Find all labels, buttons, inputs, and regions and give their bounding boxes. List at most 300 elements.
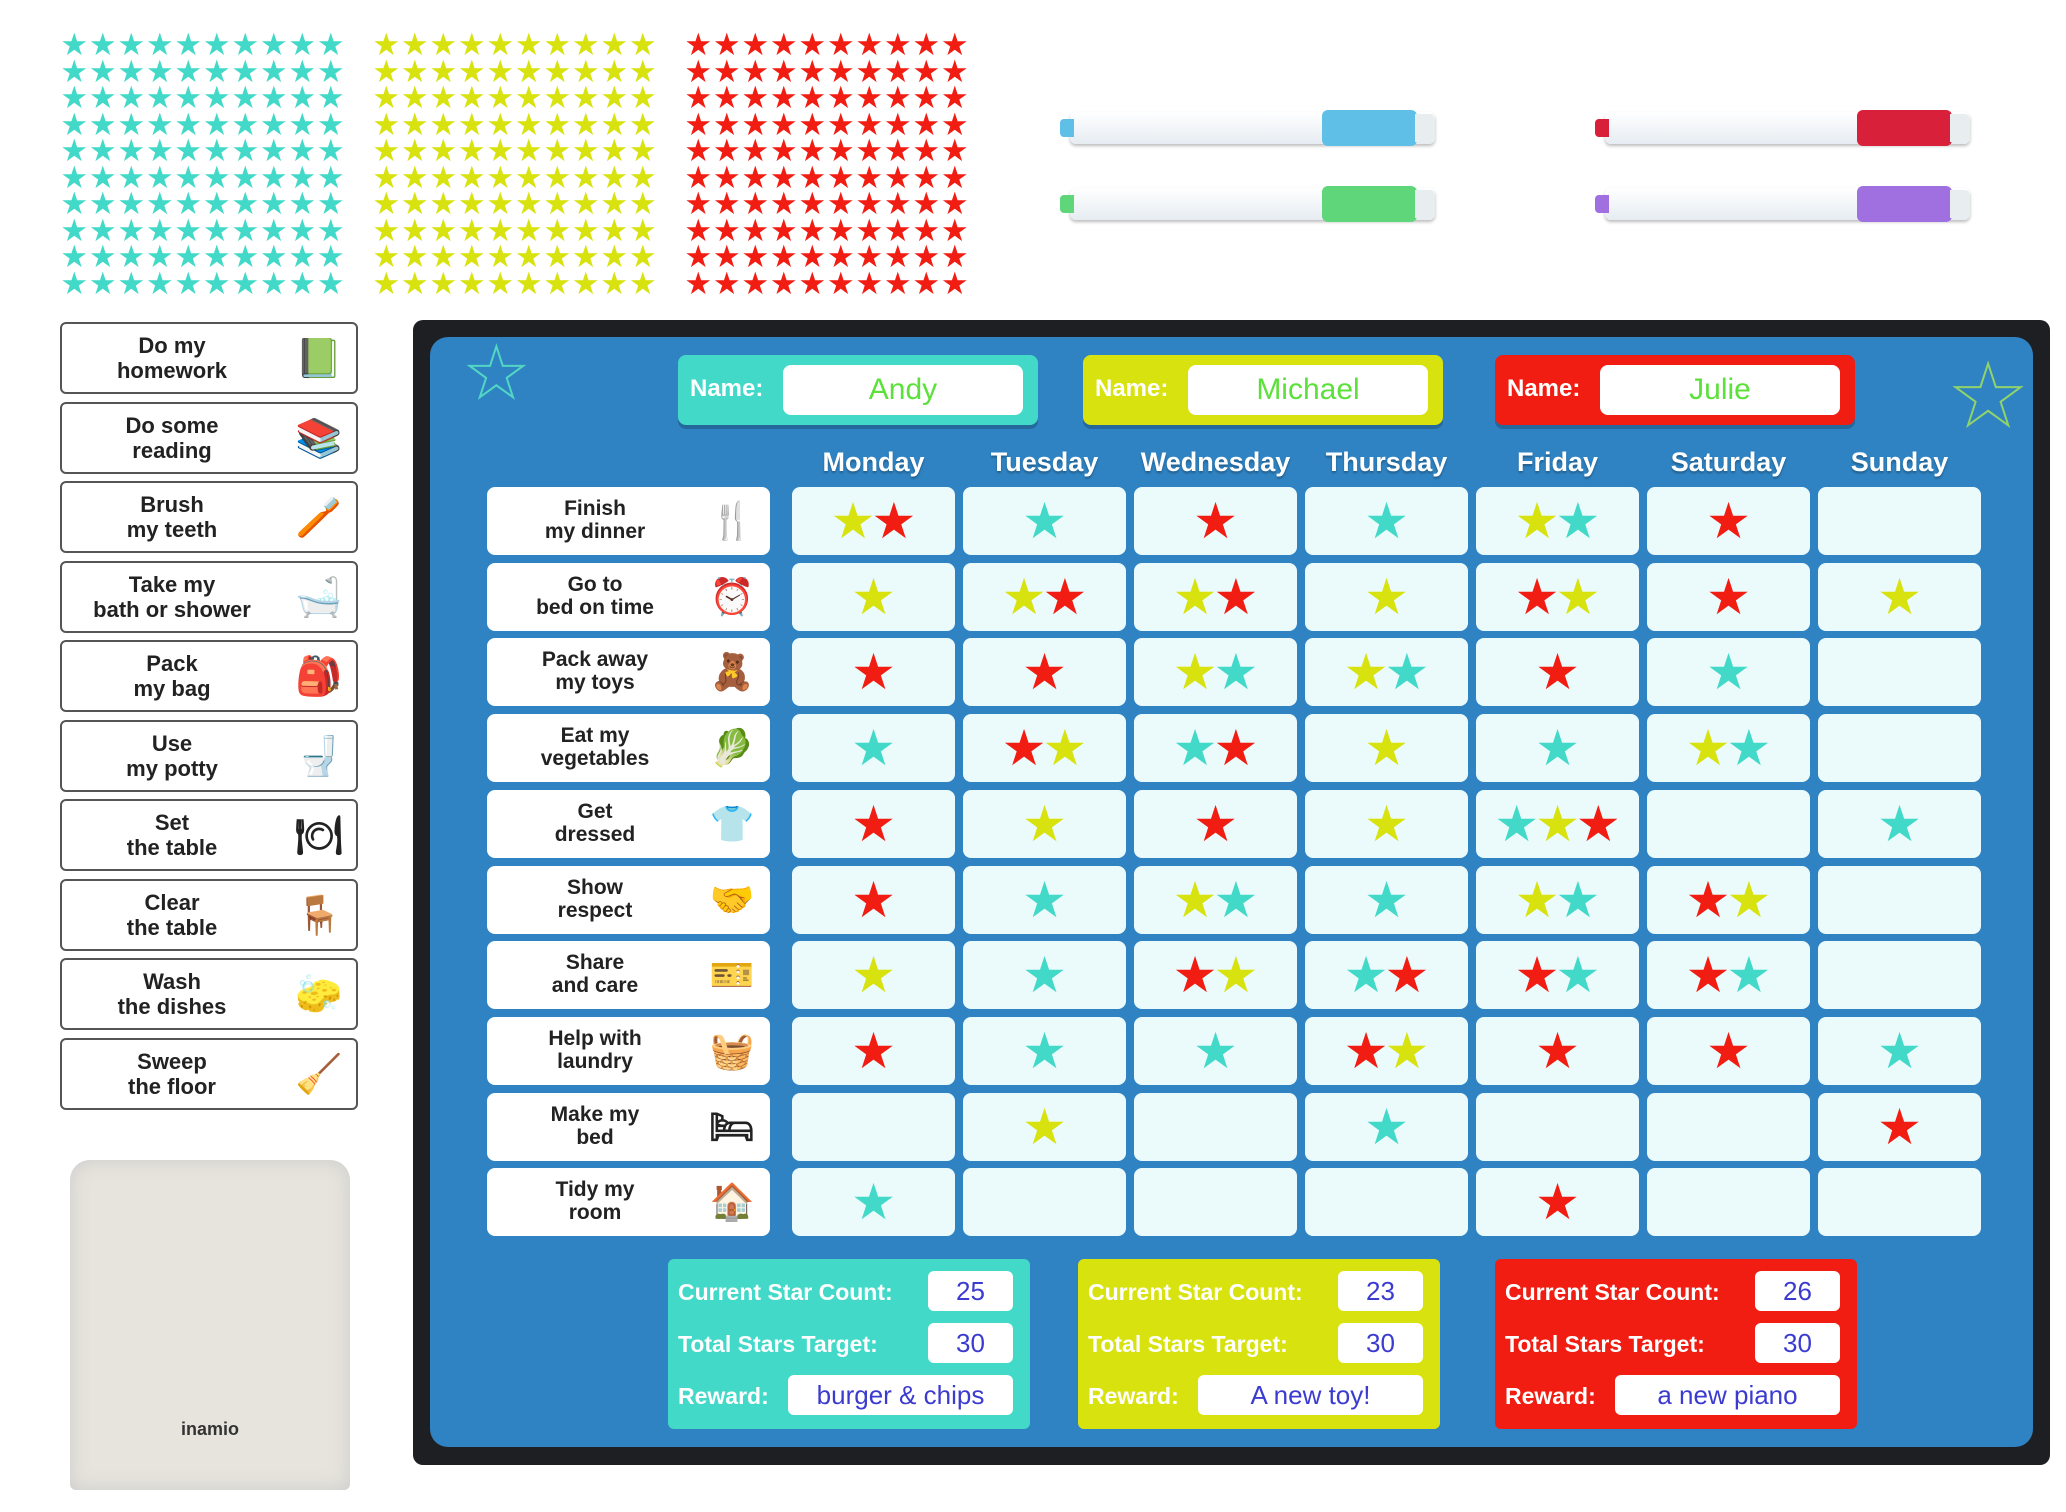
star-icon[interactable]: ★ bbox=[851, 947, 896, 1004]
star-sticker-icon[interactable]: ★ bbox=[855, 212, 884, 248]
star-icon[interactable]: ★ bbox=[1494, 795, 1540, 852]
star-sticker-icon[interactable]: ★ bbox=[288, 53, 317, 89]
chart-cell[interactable] bbox=[1305, 941, 1468, 1009]
star-sticker-icon[interactable]: ★ bbox=[628, 186, 657, 221]
star-sticker-icon[interactable]: ★ bbox=[60, 106, 89, 142]
star-icon[interactable]: ★ bbox=[1193, 1022, 1238, 1079]
star-sticker-icon[interactable]: ★ bbox=[457, 159, 486, 195]
star-sticker-icon[interactable]: ★ bbox=[741, 239, 770, 274]
star-icon[interactable]: ★ bbox=[1213, 644, 1259, 701]
star-sticker-icon[interactable]: ★ bbox=[60, 159, 89, 195]
chart-cell[interactable] bbox=[1818, 563, 1981, 631]
reward-field[interactable]: a new piano bbox=[1615, 1375, 1840, 1415]
star-sticker-icon[interactable]: ★ bbox=[202, 159, 231, 195]
star-sticker-icon[interactable]: ★ bbox=[259, 27, 288, 62]
star-sticker-icon[interactable]: ★ bbox=[174, 265, 203, 301]
star-sticker-icon[interactable]: ★ bbox=[769, 80, 798, 115]
chore-magnet[interactable] bbox=[60, 640, 358, 712]
star-sticker-icon[interactable]: ★ bbox=[883, 53, 912, 89]
star-sticker-icon[interactable]: ★ bbox=[202, 239, 231, 274]
chart-cell[interactable] bbox=[1305, 1168, 1468, 1236]
star-sticker-icon[interactable]: ★ bbox=[231, 53, 260, 89]
star-sticker-icon[interactable]: ★ bbox=[316, 133, 345, 168]
star-sticker-icon[interactable]: ★ bbox=[883, 239, 912, 274]
star-sticker-icon[interactable]: ★ bbox=[912, 265, 941, 301]
chart-cell[interactable] bbox=[1818, 866, 1981, 934]
star-icon[interactable]: ★ bbox=[1022, 1098, 1067, 1155]
star-sticker-icon[interactable]: ★ bbox=[684, 212, 713, 248]
star-icon[interactable]: ★ bbox=[1042, 720, 1088, 777]
star-sticker-icon[interactable]: ★ bbox=[372, 186, 401, 221]
star-sticker-icon[interactable]: ★ bbox=[798, 80, 827, 115]
chart-cell[interactable] bbox=[1476, 487, 1639, 555]
star-sticker-icon[interactable]: ★ bbox=[798, 27, 827, 62]
total-stars-target-field[interactable]: 30 bbox=[1755, 1323, 1840, 1363]
star-sticker-icon[interactable]: ★ bbox=[288, 159, 317, 195]
chart-cell[interactable] bbox=[963, 638, 1126, 706]
star-icon[interactable]: ★ bbox=[1535, 1022, 1580, 1079]
current-star-count-field[interactable]: 26 bbox=[1755, 1271, 1840, 1311]
star-sticker-icon[interactable]: ★ bbox=[117, 80, 146, 115]
star-sticker-icon[interactable]: ★ bbox=[912, 239, 941, 274]
star-sticker-icon[interactable]: ★ bbox=[202, 53, 231, 89]
chart-cell[interactable] bbox=[1647, 563, 1810, 631]
sticker-sheet-yellow[interactable] bbox=[372, 27, 657, 301]
chart-cell[interactable] bbox=[792, 1168, 955, 1236]
chart-cell[interactable] bbox=[963, 563, 1126, 631]
star-sticker-icon[interactable]: ★ bbox=[628, 265, 657, 301]
star-sticker-icon[interactable]: ★ bbox=[316, 212, 345, 248]
star-sticker-icon[interactable]: ★ bbox=[145, 186, 174, 221]
star-sticker-icon[interactable]: ★ bbox=[712, 27, 741, 62]
star-icon[interactable]: ★ bbox=[1877, 1022, 1922, 1079]
chart-cell[interactable] bbox=[1305, 790, 1468, 858]
star-sticker-icon[interactable]: ★ bbox=[514, 212, 543, 248]
star-icon[interactable]: ★ bbox=[1877, 1098, 1922, 1155]
star-sticker-icon[interactable]: ★ bbox=[769, 239, 798, 274]
star-sticker-icon[interactable]: ★ bbox=[940, 186, 969, 221]
chart-cell[interactable] bbox=[1134, 487, 1297, 555]
chart-cell[interactable] bbox=[1818, 1168, 1981, 1236]
star-icon[interactable]: ★ bbox=[1514, 947, 1560, 1004]
star-sticker-icon[interactable]: ★ bbox=[712, 159, 741, 195]
star-sticker-icon[interactable]: ★ bbox=[543, 212, 572, 248]
star-sticker-icon[interactable]: ★ bbox=[855, 80, 884, 115]
star-sticker-icon[interactable]: ★ bbox=[543, 186, 572, 221]
star-icon[interactable]: ★ bbox=[1555, 947, 1601, 1004]
marker-pen[interactable] bbox=[1605, 188, 1970, 220]
chart-cell[interactable] bbox=[1647, 790, 1810, 858]
star-sticker-icon[interactable]: ★ bbox=[628, 239, 657, 274]
star-sticker-icon[interactable]: ★ bbox=[684, 239, 713, 274]
chart-cell[interactable] bbox=[792, 1017, 955, 1085]
star-sticker-icon[interactable]: ★ bbox=[174, 27, 203, 62]
chart-cell[interactable] bbox=[1818, 487, 1981, 555]
star-sticker-icon[interactable]: ★ bbox=[571, 186, 600, 221]
star-sticker-icon[interactable]: ★ bbox=[769, 265, 798, 301]
chart-cell[interactable] bbox=[963, 941, 1126, 1009]
star-sticker-icon[interactable]: ★ bbox=[543, 106, 572, 142]
sticker-sheet-cyan[interactable] bbox=[60, 27, 345, 301]
star-icon[interactable]: ★ bbox=[1706, 644, 1751, 701]
star-sticker-icon[interactable]: ★ bbox=[741, 53, 770, 89]
star-sticker-icon[interactable]: ★ bbox=[145, 265, 174, 301]
star-sticker-icon[interactable]: ★ bbox=[912, 53, 941, 89]
star-sticker-icon[interactable]: ★ bbox=[457, 212, 486, 248]
star-icon[interactable]: ★ bbox=[1172, 947, 1218, 1004]
star-sticker-icon[interactable]: ★ bbox=[202, 212, 231, 248]
star-icon[interactable]: ★ bbox=[851, 720, 896, 777]
star-sticker-icon[interactable]: ★ bbox=[543, 80, 572, 115]
star-sticker-icon[interactable]: ★ bbox=[429, 133, 458, 168]
star-sticker-icon[interactable]: ★ bbox=[145, 106, 174, 142]
star-sticker-icon[interactable]: ★ bbox=[60, 53, 89, 89]
star-icon[interactable]: ★ bbox=[1364, 1098, 1409, 1155]
star-sticker-icon[interactable]: ★ bbox=[798, 186, 827, 221]
star-sticker-icon[interactable]: ★ bbox=[117, 265, 146, 301]
star-icon[interactable]: ★ bbox=[1001, 720, 1047, 777]
star-icon[interactable]: ★ bbox=[1001, 568, 1047, 625]
star-icon[interactable]: ★ bbox=[1343, 644, 1389, 701]
star-sticker-icon[interactable]: ★ bbox=[174, 186, 203, 221]
star-sticker-icon[interactable]: ★ bbox=[826, 27, 855, 62]
star-sticker-icon[interactable]: ★ bbox=[571, 265, 600, 301]
star-icon[interactable]: ★ bbox=[1384, 1022, 1430, 1079]
star-sticker-icon[interactable]: ★ bbox=[826, 53, 855, 89]
star-sticker-icon[interactable]: ★ bbox=[231, 80, 260, 115]
star-sticker-icon[interactable]: ★ bbox=[826, 159, 855, 195]
star-sticker-icon[interactable]: ★ bbox=[855, 27, 884, 62]
star-sticker-icon[interactable]: ★ bbox=[316, 106, 345, 142]
star-sticker-icon[interactable]: ★ bbox=[400, 239, 429, 274]
star-sticker-icon[interactable]: ★ bbox=[88, 27, 117, 62]
chart-cell[interactable] bbox=[1134, 563, 1297, 631]
star-sticker-icon[interactable]: ★ bbox=[288, 80, 317, 115]
star-sticker-icon[interactable]: ★ bbox=[514, 159, 543, 195]
star-sticker-icon[interactable]: ★ bbox=[600, 27, 629, 62]
star-sticker-icon[interactable]: ★ bbox=[741, 106, 770, 142]
star-sticker-icon[interactable]: ★ bbox=[684, 133, 713, 168]
chart-cell[interactable] bbox=[1476, 941, 1639, 1009]
star-sticker-icon[interactable]: ★ bbox=[883, 212, 912, 248]
star-icon[interactable]: ★ bbox=[1706, 1022, 1751, 1079]
star-icon[interactable]: ★ bbox=[1685, 947, 1731, 1004]
star-sticker-icon[interactable]: ★ bbox=[826, 212, 855, 248]
star-sticker-icon[interactable]: ★ bbox=[202, 106, 231, 142]
star-sticker-icon[interactable]: ★ bbox=[145, 159, 174, 195]
chart-cell[interactable] bbox=[963, 487, 1126, 555]
star-sticker-icon[interactable]: ★ bbox=[88, 265, 117, 301]
star-sticker-icon[interactable]: ★ bbox=[429, 212, 458, 248]
star-sticker-icon[interactable]: ★ bbox=[855, 265, 884, 301]
chart-cell[interactable] bbox=[1647, 487, 1810, 555]
star-sticker-icon[interactable]: ★ bbox=[855, 133, 884, 168]
star-sticker-icon[interactable]: ★ bbox=[940, 27, 969, 62]
star-sticker-icon[interactable]: ★ bbox=[543, 27, 572, 62]
star-icon[interactable]: ★ bbox=[1213, 568, 1259, 625]
star-sticker-icon[interactable]: ★ bbox=[883, 27, 912, 62]
star-sticker-icon[interactable]: ★ bbox=[288, 27, 317, 62]
star-sticker-icon[interactable]: ★ bbox=[117, 133, 146, 168]
chart-cell[interactable] bbox=[792, 1093, 955, 1161]
star-sticker-icon[interactable]: ★ bbox=[798, 53, 827, 89]
star-sticker-icon[interactable]: ★ bbox=[457, 265, 486, 301]
star-sticker-icon[interactable]: ★ bbox=[288, 186, 317, 221]
star-sticker-icon[interactable]: ★ bbox=[429, 265, 458, 301]
chart-cell[interactable] bbox=[1818, 790, 1981, 858]
star-sticker-icon[interactable]: ★ bbox=[826, 265, 855, 301]
chart-cell[interactable] bbox=[1134, 638, 1297, 706]
star-sticker-icon[interactable]: ★ bbox=[883, 265, 912, 301]
chart-cell[interactable] bbox=[1134, 941, 1297, 1009]
star-icon[interactable]: ★ bbox=[1213, 871, 1259, 928]
star-sticker-icon[interactable]: ★ bbox=[288, 265, 317, 301]
star-sticker-icon[interactable]: ★ bbox=[514, 186, 543, 221]
star-sticker-icon[interactable]: ★ bbox=[628, 53, 657, 89]
star-sticker-icon[interactable]: ★ bbox=[174, 106, 203, 142]
star-sticker-icon[interactable]: ★ bbox=[741, 159, 770, 195]
chart-cell[interactable] bbox=[1476, 1093, 1639, 1161]
star-icon[interactable]: ★ bbox=[1555, 871, 1601, 928]
chore-magnet[interactable] bbox=[60, 561, 358, 633]
star-sticker-icon[interactable]: ★ bbox=[316, 53, 345, 89]
chart-cell[interactable] bbox=[963, 866, 1126, 934]
chart-cell[interactable] bbox=[1305, 1093, 1468, 1161]
star-sticker-icon[interactable]: ★ bbox=[571, 159, 600, 195]
star-sticker-icon[interactable]: ★ bbox=[429, 27, 458, 62]
star-sticker-icon[interactable]: ★ bbox=[429, 239, 458, 274]
chart-cell[interactable] bbox=[792, 638, 955, 706]
chart-cell[interactable] bbox=[1818, 941, 1981, 1009]
star-sticker-icon[interactable]: ★ bbox=[514, 239, 543, 274]
star-sticker-icon[interactable]: ★ bbox=[798, 159, 827, 195]
star-icon[interactable]: ★ bbox=[830, 493, 876, 549]
star-sticker-icon[interactable]: ★ bbox=[145, 239, 174, 274]
star-sticker-icon[interactable]: ★ bbox=[798, 133, 827, 168]
chore-magnet[interactable] bbox=[60, 402, 358, 474]
star-sticker-icon[interactable]: ★ bbox=[600, 133, 629, 168]
reward-field[interactable]: A new toy! bbox=[1198, 1375, 1423, 1415]
star-sticker-icon[interactable]: ★ bbox=[883, 186, 912, 221]
star-sticker-icon[interactable]: ★ bbox=[117, 186, 146, 221]
star-sticker-icon[interactable]: ★ bbox=[769, 106, 798, 142]
star-sticker-icon[interactable]: ★ bbox=[316, 265, 345, 301]
star-sticker-icon[interactable]: ★ bbox=[514, 265, 543, 301]
marker-pen[interactable] bbox=[1070, 112, 1435, 144]
star-sticker-icon[interactable]: ★ bbox=[372, 159, 401, 195]
star-sticker-icon[interactable]: ★ bbox=[514, 106, 543, 142]
chart-cell[interactable] bbox=[1647, 866, 1810, 934]
chart-cell[interactable] bbox=[792, 790, 955, 858]
star-sticker-icon[interactable]: ★ bbox=[372, 212, 401, 248]
star-sticker-icon[interactable]: ★ bbox=[372, 106, 401, 142]
star-sticker-icon[interactable]: ★ bbox=[145, 80, 174, 115]
star-sticker-icon[interactable]: ★ bbox=[912, 186, 941, 221]
star-sticker-icon[interactable]: ★ bbox=[826, 186, 855, 221]
star-icon[interactable]: ★ bbox=[1535, 720, 1580, 777]
star-icon[interactable]: ★ bbox=[1384, 947, 1430, 1004]
star-icon[interactable]: ★ bbox=[1514, 871, 1560, 928]
name-field[interactable]: Julie bbox=[1600, 365, 1840, 415]
star-sticker-icon[interactable]: ★ bbox=[628, 159, 657, 195]
star-sticker-icon[interactable]: ★ bbox=[769, 53, 798, 89]
chart-cell[interactable] bbox=[792, 941, 955, 1009]
chart-cell[interactable] bbox=[792, 714, 955, 782]
star-sticker-icon[interactable]: ★ bbox=[798, 265, 827, 301]
chore-magnet[interactable] bbox=[60, 481, 358, 553]
star-sticker-icon[interactable]: ★ bbox=[457, 27, 486, 62]
star-sticker-icon[interactable]: ★ bbox=[400, 80, 429, 115]
star-sticker-icon[interactable]: ★ bbox=[684, 106, 713, 142]
star-sticker-icon[interactable]: ★ bbox=[145, 27, 174, 62]
star-sticker-icon[interactable]: ★ bbox=[88, 239, 117, 274]
star-sticker-icon[interactable]: ★ bbox=[798, 106, 827, 142]
star-sticker-icon[interactable]: ★ bbox=[940, 80, 969, 115]
star-icon[interactable]: ★ bbox=[1213, 720, 1259, 777]
star-sticker-icon[interactable]: ★ bbox=[571, 80, 600, 115]
star-sticker-icon[interactable]: ★ bbox=[486, 159, 515, 195]
star-sticker-icon[interactable]: ★ bbox=[400, 186, 429, 221]
star-sticker-icon[interactable]: ★ bbox=[571, 27, 600, 62]
sticker-sheet-red[interactable] bbox=[684, 27, 969, 301]
star-icon[interactable]: ★ bbox=[1042, 568, 1088, 625]
chore-magnet[interactable] bbox=[60, 799, 358, 871]
chart-cell[interactable] bbox=[963, 1168, 1126, 1236]
chart-cell[interactable] bbox=[1818, 638, 1981, 706]
star-sticker-icon[interactable]: ★ bbox=[400, 133, 429, 168]
star-icon[interactable]: ★ bbox=[1343, 1022, 1389, 1079]
star-sticker-icon[interactable]: ★ bbox=[60, 265, 89, 301]
star-sticker-icon[interactable]: ★ bbox=[486, 27, 515, 62]
star-icon[interactable]: ★ bbox=[1877, 795, 1922, 852]
star-sticker-icon[interactable]: ★ bbox=[202, 133, 231, 168]
star-sticker-icon[interactable]: ★ bbox=[684, 265, 713, 301]
star-icon[interactable]: ★ bbox=[1364, 871, 1409, 928]
star-sticker-icon[interactable]: ★ bbox=[457, 186, 486, 221]
star-icon[interactable]: ★ bbox=[851, 871, 896, 928]
star-sticker-icon[interactable]: ★ bbox=[288, 239, 317, 274]
star-sticker-icon[interactable]: ★ bbox=[769, 27, 798, 62]
star-sticker-icon[interactable]: ★ bbox=[543, 265, 572, 301]
star-sticker-icon[interactable]: ★ bbox=[486, 239, 515, 274]
chart-cell[interactable] bbox=[792, 866, 955, 934]
chart-cell[interactable] bbox=[1476, 1168, 1639, 1236]
reward-field[interactable]: burger & chips bbox=[788, 1375, 1013, 1415]
star-sticker-icon[interactable]: ★ bbox=[259, 239, 288, 274]
star-sticker-icon[interactable]: ★ bbox=[400, 106, 429, 142]
chart-cell[interactable] bbox=[1134, 866, 1297, 934]
star-icon[interactable]: ★ bbox=[1555, 493, 1601, 549]
star-icon[interactable]: ★ bbox=[1726, 947, 1772, 1004]
chart-cell[interactable] bbox=[792, 563, 955, 631]
star-sticker-icon[interactable]: ★ bbox=[543, 53, 572, 89]
star-sticker-icon[interactable]: ★ bbox=[88, 80, 117, 115]
star-sticker-icon[interactable]: ★ bbox=[145, 212, 174, 248]
star-sticker-icon[interactable]: ★ bbox=[712, 265, 741, 301]
star-sticker-icon[interactable]: ★ bbox=[855, 53, 884, 89]
star-sticker-icon[interactable]: ★ bbox=[117, 27, 146, 62]
star-sticker-icon[interactable]: ★ bbox=[88, 159, 117, 195]
star-sticker-icon[interactable]: ★ bbox=[259, 133, 288, 168]
star-sticker-icon[interactable]: ★ bbox=[798, 239, 827, 274]
star-sticker-icon[interactable]: ★ bbox=[231, 159, 260, 195]
chart-cell[interactable] bbox=[1305, 866, 1468, 934]
star-sticker-icon[interactable]: ★ bbox=[117, 53, 146, 89]
star-icon[interactable]: ★ bbox=[1193, 493, 1238, 549]
star-sticker-icon[interactable]: ★ bbox=[712, 53, 741, 89]
star-sticker-icon[interactable]: ★ bbox=[400, 27, 429, 62]
star-sticker-icon[interactable]: ★ bbox=[486, 80, 515, 115]
chart-cell[interactable] bbox=[792, 487, 955, 555]
star-sticker-icon[interactable]: ★ bbox=[940, 212, 969, 248]
star-sticker-icon[interactable]: ★ bbox=[912, 212, 941, 248]
star-sticker-icon[interactable]: ★ bbox=[628, 133, 657, 168]
star-sticker-icon[interactable]: ★ bbox=[174, 159, 203, 195]
star-icon[interactable]: ★ bbox=[1535, 644, 1580, 701]
chart-cell[interactable] bbox=[1647, 638, 1810, 706]
star-sticker-icon[interactable]: ★ bbox=[826, 133, 855, 168]
chart-cell[interactable] bbox=[1305, 487, 1468, 555]
name-field[interactable]: Michael bbox=[1188, 365, 1428, 415]
total-stars-target-field[interactable]: 30 bbox=[1338, 1323, 1423, 1363]
chart-cell[interactable] bbox=[963, 1017, 1126, 1085]
chart-cell[interactable] bbox=[1476, 1017, 1639, 1085]
star-icon[interactable]: ★ bbox=[1172, 568, 1218, 625]
chart-cell[interactable] bbox=[1476, 714, 1639, 782]
star-icon[interactable]: ★ bbox=[1384, 644, 1430, 701]
star-sticker-icon[interactable]: ★ bbox=[628, 27, 657, 62]
star-sticker-icon[interactable]: ★ bbox=[400, 159, 429, 195]
star-sticker-icon[interactable]: ★ bbox=[88, 212, 117, 248]
chart-cell[interactable] bbox=[1818, 714, 1981, 782]
star-icon[interactable]: ★ bbox=[1555, 568, 1601, 625]
star-sticker-icon[interactable]: ★ bbox=[231, 133, 260, 168]
current-star-count-field[interactable]: 25 bbox=[928, 1271, 1013, 1311]
star-sticker-icon[interactable]: ★ bbox=[514, 133, 543, 168]
star-icon[interactable]: ★ bbox=[1172, 720, 1218, 777]
chart-cell[interactable] bbox=[1305, 1017, 1468, 1085]
star-icon[interactable]: ★ bbox=[851, 568, 896, 625]
star-sticker-icon[interactable]: ★ bbox=[571, 53, 600, 89]
star-icon[interactable]: ★ bbox=[851, 1022, 896, 1079]
star-icon[interactable]: ★ bbox=[1706, 493, 1751, 549]
star-sticker-icon[interactable]: ★ bbox=[684, 186, 713, 221]
star-sticker-icon[interactable]: ★ bbox=[145, 53, 174, 89]
star-sticker-icon[interactable]: ★ bbox=[940, 133, 969, 168]
star-icon[interactable]: ★ bbox=[1022, 1022, 1067, 1079]
star-sticker-icon[interactable]: ★ bbox=[145, 133, 174, 168]
star-sticker-icon[interactable]: ★ bbox=[372, 133, 401, 168]
star-sticker-icon[interactable]: ★ bbox=[88, 53, 117, 89]
star-sticker-icon[interactable]: ★ bbox=[883, 133, 912, 168]
chore-magnet[interactable] bbox=[60, 1038, 358, 1110]
star-icon[interactable]: ★ bbox=[1575, 795, 1621, 852]
chart-cell[interactable] bbox=[1647, 1093, 1810, 1161]
star-sticker-icon[interactable]: ★ bbox=[571, 133, 600, 168]
star-icon[interactable]: ★ bbox=[1685, 871, 1731, 928]
star-sticker-icon[interactable]: ★ bbox=[457, 106, 486, 142]
star-sticker-icon[interactable]: ★ bbox=[117, 106, 146, 142]
star-sticker-icon[interactable]: ★ bbox=[826, 80, 855, 115]
chart-cell[interactable] bbox=[1647, 1168, 1810, 1236]
star-sticker-icon[interactable]: ★ bbox=[712, 212, 741, 248]
star-sticker-icon[interactable]: ★ bbox=[231, 27, 260, 62]
star-sticker-icon[interactable]: ★ bbox=[174, 239, 203, 274]
star-sticker-icon[interactable]: ★ bbox=[826, 106, 855, 142]
total-stars-target-field[interactable]: 30 bbox=[928, 1323, 1013, 1363]
star-sticker-icon[interactable]: ★ bbox=[429, 159, 458, 195]
star-icon[interactable]: ★ bbox=[1535, 795, 1580, 852]
